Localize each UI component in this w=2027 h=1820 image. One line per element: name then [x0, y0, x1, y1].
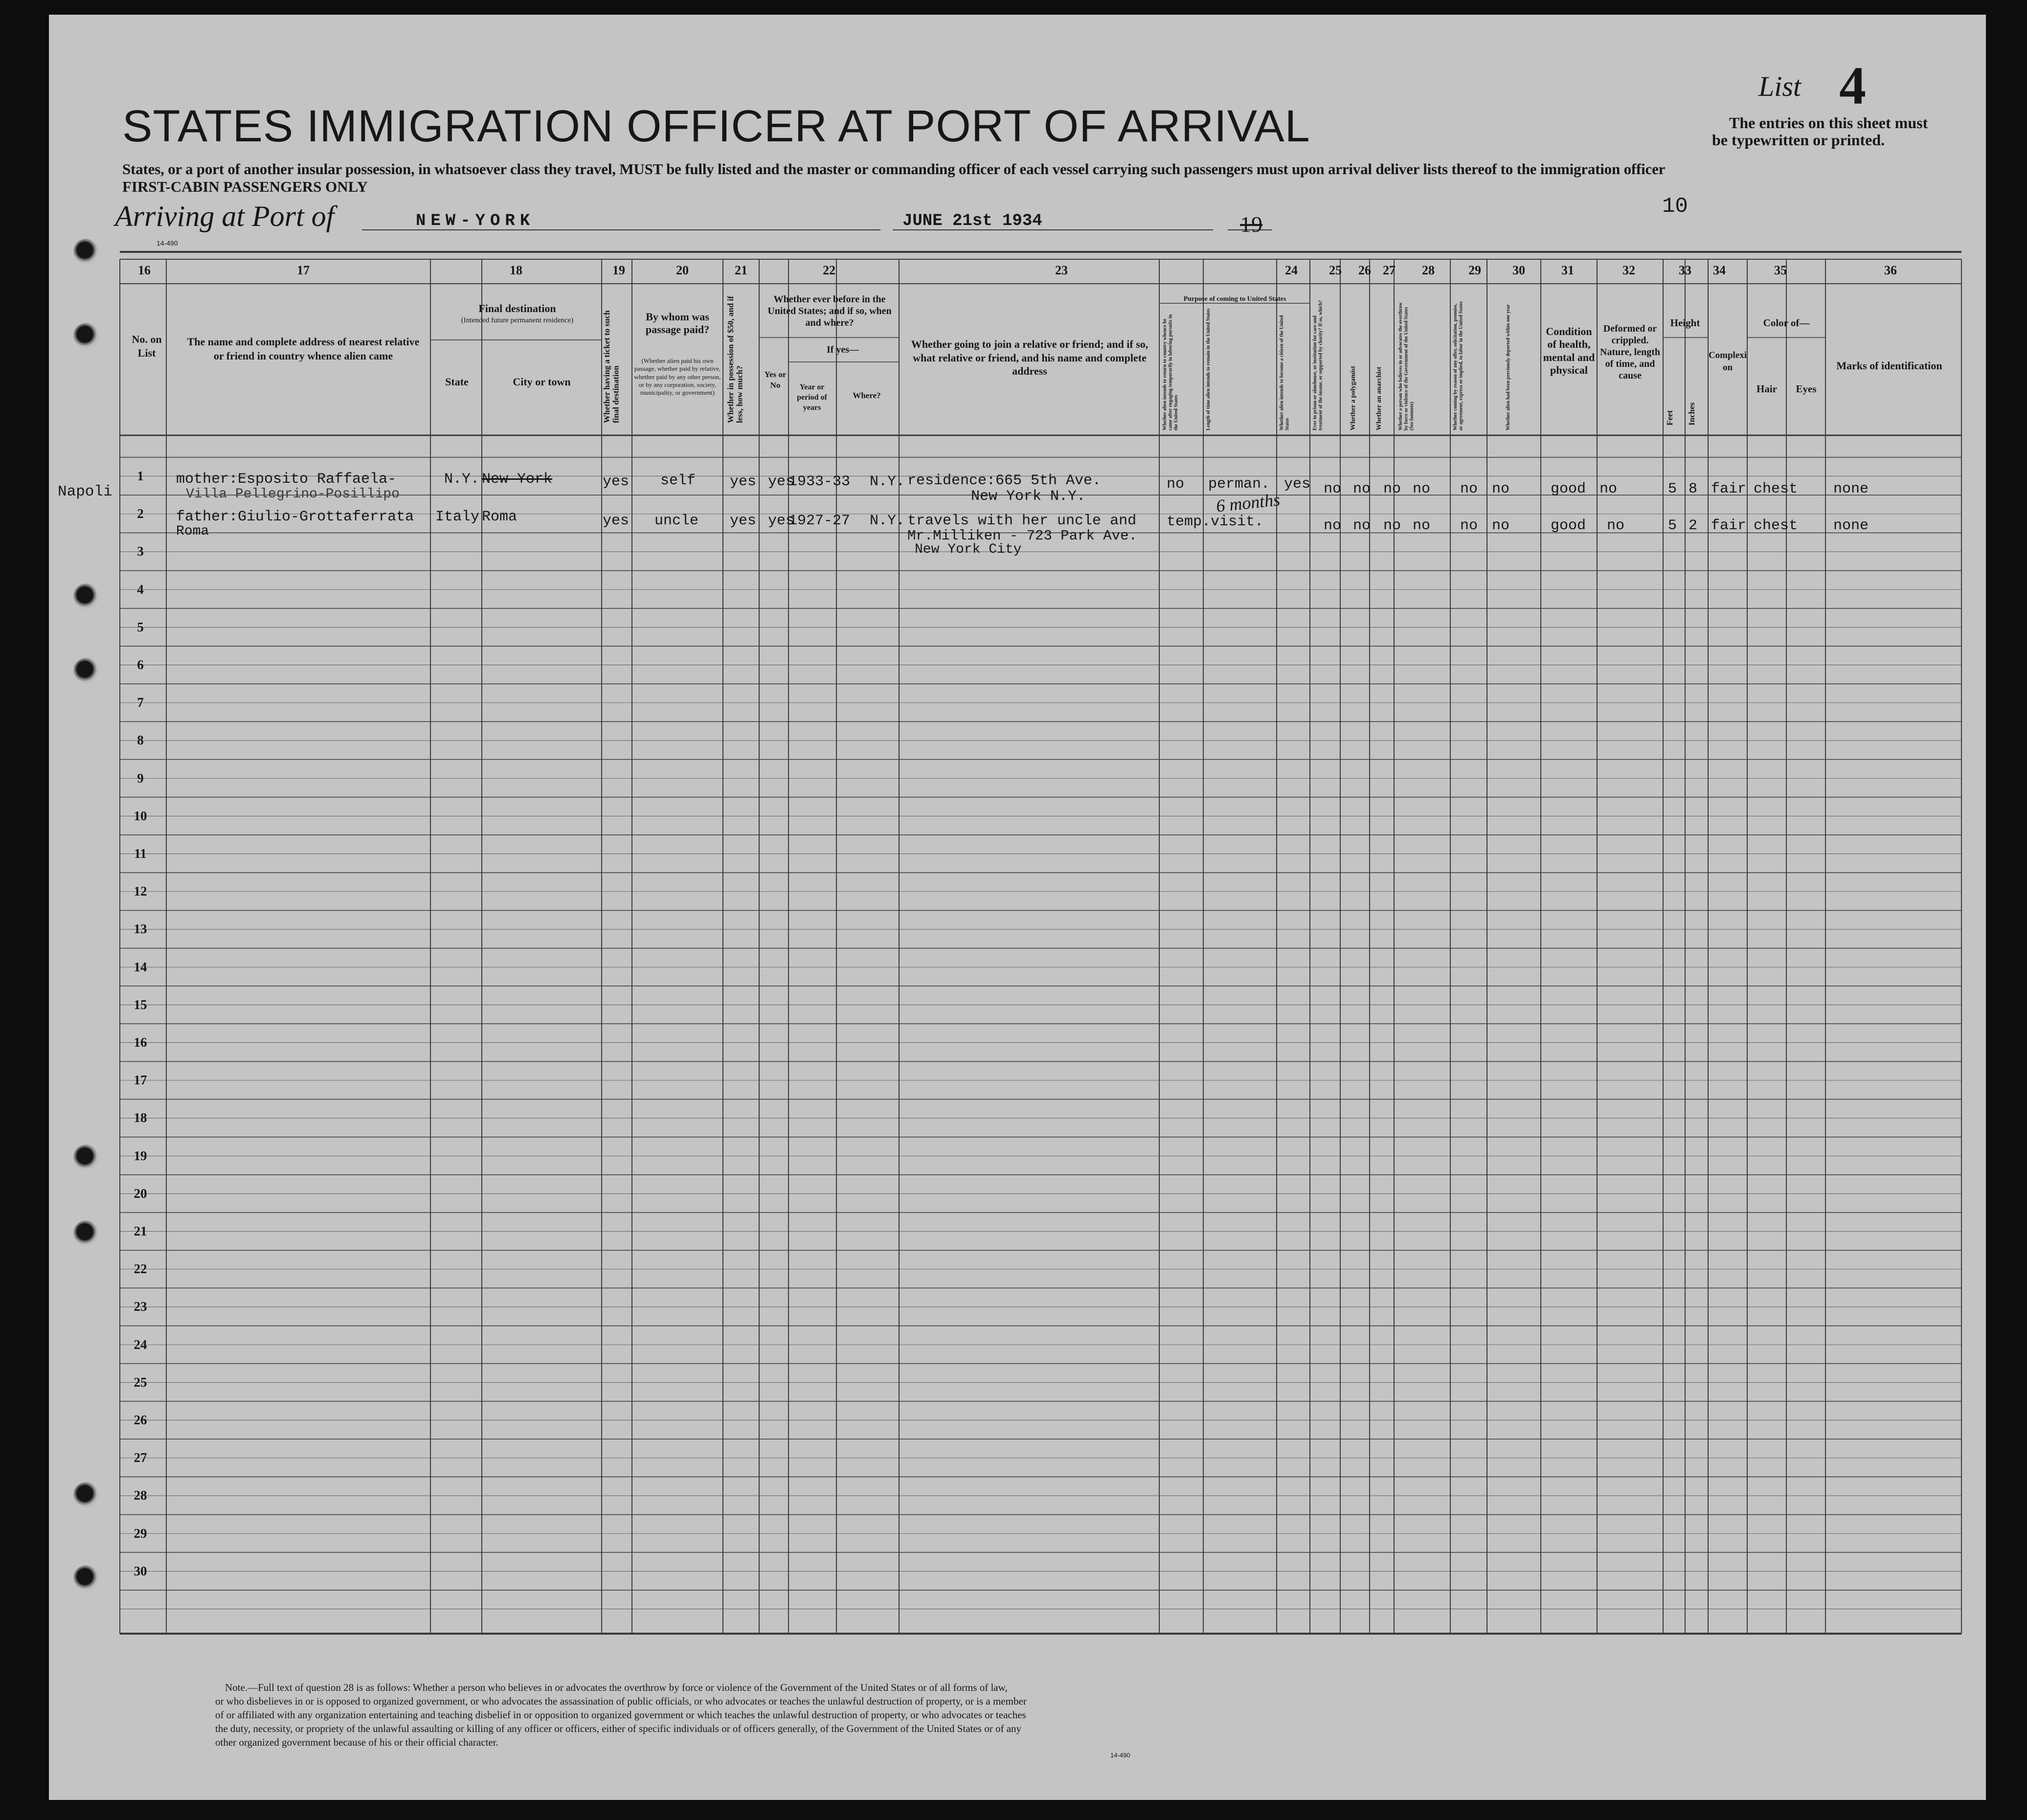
heading-paid-by-sub: (Whether alien paid his own passage, whether paid by relative, whether paid by any other person, or by any corporation, society, municipality, or government) — [634, 357, 721, 396]
heading-joining: Whether going to join a relative or friend; and if so, what relative or friend, and his name and complete address — [911, 338, 1149, 377]
row-2-complexion: fair — [1711, 517, 1747, 534]
row-number: 4 — [137, 582, 144, 597]
subtitle-line-2: FIRST-CABIN PASSENGERS ONLY — [122, 178, 368, 195]
row-number: 14 — [134, 959, 147, 974]
row-number: 17 — [134, 1073, 147, 1088]
heading-health: Condition of health, mental and physical — [1543, 325, 1595, 377]
row-number: 5 — [137, 619, 144, 634]
row-1-paid-by: self — [660, 472, 696, 489]
row-1-return: no — [1167, 476, 1185, 493]
row-2-length: 6 months — [1215, 490, 1281, 516]
form-code-bottom: 14-490 — [1110, 1752, 1130, 1759]
colnum-20: 20 — [676, 263, 689, 277]
row-1-complexion: fair — [1711, 481, 1747, 497]
row-1-relative: mother:Esposito Raffaela- — [176, 471, 397, 488]
colnum-34: 34 — [1713, 263, 1726, 277]
colnum-19: 19 — [612, 263, 625, 277]
subtitle-line-1: States, or a port of another insular possession, in whatsoever class they travel, MUST be fully listed and the master or commanding officer of each vessel carrying such passengers must upon arrival deliver lists thereof to the immigration officer — [122, 160, 1666, 178]
footnote-line-3: of or affiliated with any organization entertaining and teaching disbelief in or opposition to organized government or which teaches the unlawful destruction of property, or who advocates or teaches — [215, 1709, 1026, 1721]
colnum-28: 28 — [1422, 263, 1435, 277]
row-number: 29 — [134, 1526, 147, 1541]
colnum-16: 16 — [138, 263, 151, 277]
heading-feet: Feet — [1665, 410, 1674, 426]
row-2-joining-address: Mr.Milliken - 723 Park Ave. — [907, 528, 1137, 544]
row-number: 11 — [134, 846, 147, 861]
row-2-state: Italy — [435, 509, 480, 525]
row-number: 15 — [134, 997, 147, 1012]
heading-anarchist: Whether an anarchist — [1375, 366, 1383, 430]
heading-polygamist: Whether a polygamist — [1350, 366, 1357, 430]
heading-height: Height — [1670, 317, 1700, 329]
row-1-deported: no — [1492, 481, 1510, 497]
page-title: STATES IMMIGRATION OFFICER AT PORT OF ARRIVAL — [122, 101, 1310, 151]
heading-no-on-list: No. on List — [132, 333, 162, 359]
colnum-35: 35 — [1774, 263, 1787, 277]
heading-where: Where? — [853, 391, 881, 400]
heading-eyes: Eyes — [1796, 383, 1817, 395]
list-number: 4 — [1839, 56, 1866, 115]
row-1-length: perman. — [1208, 476, 1270, 493]
row-2-deported: no — [1492, 517, 1510, 534]
heading-overthrow: Whether a person who believes in or advocates the overthrow by force or violence of the Government of the United States (See footnote) — [1398, 302, 1415, 430]
heading-contract-labor: Whether coming by reason of any offer, solicitation, promise, or agreement, express or implied, to labor in the United States — [1453, 301, 1464, 430]
heading-money: Whether in possession of $50, and if less, how much? — [726, 296, 744, 423]
row-2-before-where: N.Y. — [870, 513, 905, 529]
row-2-overthrow: no — [1413, 517, 1431, 534]
colnum-29: 29 — [1468, 263, 1481, 277]
heading-state: State — [445, 376, 469, 388]
row-number: 19 — [134, 1148, 147, 1163]
row-number: 23 — [134, 1299, 147, 1314]
row-2-prison: no — [1324, 517, 1342, 534]
row-2-relative: father:Giulio-Grottaferrata — [176, 509, 414, 525]
row-1-hair: chest — [1754, 481, 1798, 497]
heading-marks: Marks of identification — [1836, 360, 1942, 372]
row-2-polygamist: no — [1353, 517, 1371, 534]
row-1-city: New York — [482, 471, 553, 488]
row-2-contract: no — [1460, 517, 1478, 534]
page-number: 10 — [1662, 194, 1688, 219]
heading-year-period: Year or period of years — [797, 383, 827, 412]
colnum-24: 24 — [1285, 263, 1298, 277]
heading-if-yes: If yes— — [826, 344, 859, 355]
row-number: 24 — [134, 1337, 147, 1352]
row-2-marks: none — [1833, 517, 1869, 534]
heading-before-in-us: Whether ever before in the United States; and if so, when and where? — [767, 294, 892, 328]
colnum-30: 30 — [1512, 263, 1525, 277]
row-number: 13 — [134, 921, 147, 937]
heading-complexion: Complexion — [1708, 350, 1747, 373]
heading-final-destination-sub: (Intended future permanent residence) — [461, 316, 574, 324]
row-2-anarchist: no — [1383, 517, 1401, 534]
form-code-top: 14-490 — [157, 239, 178, 247]
colnum-36: 36 — [1884, 263, 1897, 277]
row-1-side-note: Napoli — [58, 483, 113, 500]
row-number: 1 — [137, 469, 144, 483]
heading-hair: Hair — [1757, 383, 1777, 395]
footnote-line-5: other organized government because of his or their official character. — [215, 1736, 498, 1748]
row-number: 21 — [134, 1224, 147, 1238]
colnum-25: 25 — [1329, 263, 1342, 277]
row-2-joining: travels with her uncle and — [907, 513, 1137, 529]
colnum-17: 17 — [297, 263, 310, 277]
row-number: 18 — [134, 1110, 147, 1125]
heading-relative: The name and complete address of nearest relative or friend in country whence alien came — [187, 336, 420, 362]
row-1-polygamist: no — [1353, 481, 1371, 497]
year-struck: 19 — [1240, 212, 1262, 237]
row-2-health: good — [1551, 517, 1586, 534]
row-2-ticket: yes — [603, 513, 630, 529]
row-1-overthrow: no — [1413, 481, 1431, 497]
row-2-city: Roma — [482, 509, 518, 525]
heading-color-of: Color of— — [1763, 317, 1810, 329]
heading-inches: Inches — [1687, 402, 1696, 426]
row-1-deformed: no — [1599, 481, 1618, 497]
heading-final-destination: Final destination — [478, 302, 556, 315]
colnum-23: 23 — [1055, 263, 1068, 277]
row-number: 12 — [134, 884, 147, 899]
row-1-before-years: 1933-33 — [788, 473, 851, 490]
row-1-inches: 8 — [1689, 481, 1698, 497]
row-2-before-years: 1927-27 — [788, 513, 851, 529]
row-1-citizen: yes — [1284, 476, 1311, 493]
row-number: 7 — [137, 695, 144, 710]
row-number: 8 — [137, 733, 144, 748]
row-number: 3 — [137, 544, 144, 559]
row-2-paid-by: uncle — [654, 513, 699, 529]
heading-deported: Whether alien had been previously deported within one year — [1506, 304, 1511, 430]
row-number: 9 — [137, 770, 144, 786]
row-2-hair: chest — [1754, 517, 1798, 534]
row-number: 25 — [134, 1374, 147, 1390]
instructions-line-2: be typewritten or printed. — [1712, 131, 1885, 149]
footnote-line-2: or who disbelieves in or is opposed to organized government, or who advocates the assassination of public officials, or who advocates or teaches the unlawful destruction of property, or is a member — [215, 1695, 1027, 1707]
row-number: 10 — [134, 808, 147, 823]
heading-before-yesno: Yes or No — [764, 370, 787, 390]
list-label: List — [1758, 70, 1802, 102]
heading-ticket: Whether having a ticket to such final destination — [602, 310, 621, 423]
row-1-prison: no — [1324, 481, 1342, 497]
colnum-32: 32 — [1622, 263, 1635, 277]
row-1-health: good — [1551, 481, 1586, 497]
row-number: 30 — [134, 1563, 147, 1578]
row-1-ticket: yes — [603, 473, 630, 490]
heading-prison: Ever in prison or almshouse, or institution for care and treatment of the insane, or supported by charity? If so, which? — [1312, 300, 1324, 430]
footnote-line-1: Note.—Full text of question 28 is as follows: Whether a person who believes in or advocates the overthrow by force or violence of the Government of the United States or of all forms of law, — [225, 1682, 1008, 1693]
row-1-state: N.Y. — [444, 471, 480, 488]
row-2-relative-address: Roma — [176, 524, 209, 539]
row-number: 2 — [137, 506, 144, 521]
heading-paid-by: By whom was passage paid? — [645, 311, 710, 336]
row-number: 22 — [134, 1261, 147, 1277]
heading-city: City or town — [513, 376, 571, 388]
row-number: 20 — [134, 1186, 147, 1201]
row-1-joining: residence:665 5th Ave. — [907, 472, 1102, 489]
row-2-before-yesno: yes — [768, 513, 795, 529]
arriving-label: Arriving at Port of — [115, 200, 335, 232]
colnum-27: 27 — [1383, 263, 1396, 277]
row-2-inches: 2 — [1689, 517, 1698, 534]
footnote-line-4: the duty, necessity, or propriety of the unlawful assaulting or killing of any officer or officers, either of specific individuals or of officers generally, of the Government of the United States or of any — [215, 1723, 1022, 1734]
row-1-anarchist: no — [1383, 481, 1401, 497]
row-2-money: yes — [730, 513, 757, 529]
row-2-return: temp.visit. — [1167, 514, 1264, 530]
heading-purpose-return: Whether alien intends to return to country whence he came after engaging temporarily in laboring pursuits in the United States — [1162, 314, 1179, 430]
row-1-feet: 5 — [1668, 481, 1677, 497]
row-2-joining-address-2: New York City — [915, 542, 1022, 557]
colnum-31: 31 — [1561, 263, 1574, 277]
colnum-33: 33 — [1679, 263, 1691, 277]
colnum-18: 18 — [510, 263, 522, 277]
row-number: 26 — [134, 1413, 147, 1427]
colnum-21: 21 — [735, 263, 747, 277]
row-1-marks: none — [1833, 481, 1869, 497]
row-1-before-where: N.Y. — [870, 473, 905, 490]
row-2-feet: 5 — [1668, 517, 1677, 534]
row-number: 16 — [134, 1035, 147, 1050]
heading-purpose-citizen: Whether alien intends to become a citizen of the United States — [1279, 315, 1290, 430]
row-1-money: yes — [730, 473, 757, 490]
colnum-22: 22 — [823, 263, 835, 277]
heading-purpose: Purpose of coming to United States — [1183, 295, 1286, 303]
colnum-26: 26 — [1358, 263, 1371, 277]
row-number: 28 — [134, 1488, 147, 1503]
row-2-deformed: no — [1607, 517, 1625, 534]
row-number: 27 — [134, 1450, 147, 1465]
heading-purpose-length: Length of time alien intends to remain in the United States — [1206, 308, 1211, 430]
arrival-date: JUNE 21st 1934 — [902, 212, 1042, 230]
row-1-contract: no — [1460, 481, 1478, 497]
row-1-before-yesno: yes — [768, 473, 795, 490]
row-number: 6 — [137, 657, 144, 672]
row-1-joining-address: New York N.Y. — [971, 488, 1086, 505]
heading-deformed: Deformed or crippled. Nature, length of time, and cause — [1600, 323, 1660, 381]
row-1-relative-address: Villa Pellegrino-Posillipo — [186, 487, 400, 502]
port-name: NEW-YORK — [416, 212, 535, 230]
instructions-line-1: The entries on this sheet must — [1729, 114, 1928, 132]
